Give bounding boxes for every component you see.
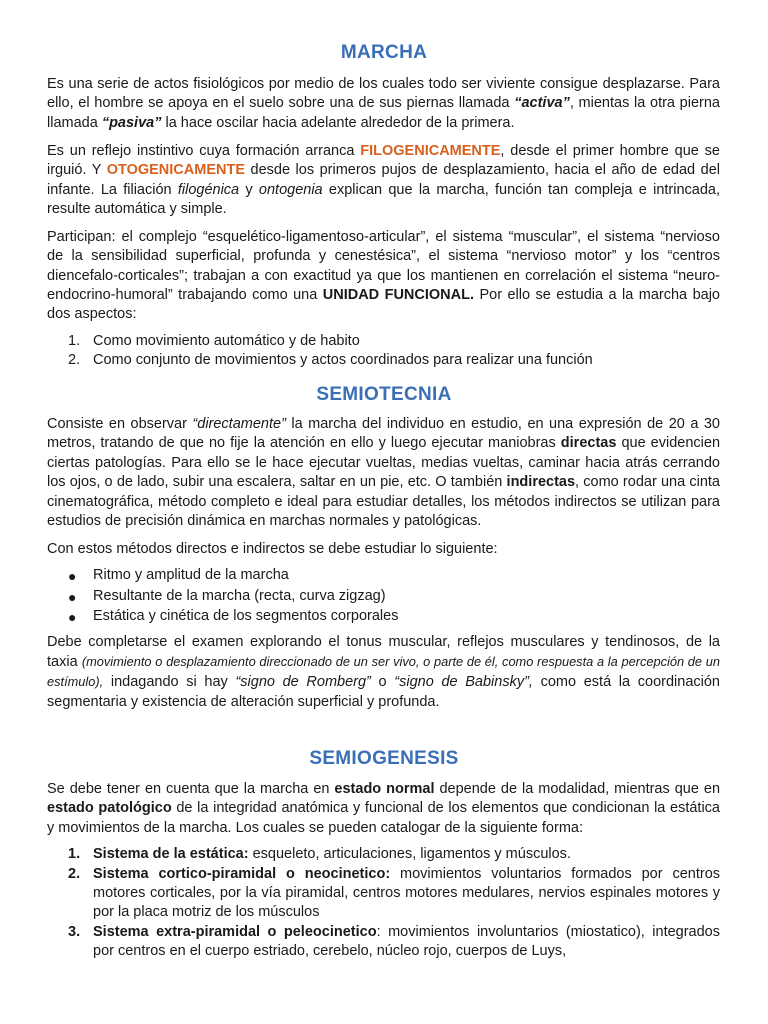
numbered-list — [47, 332, 720, 371]
text: que evidencien ciertas patologías. Para ello se le hace ejecutar vueltas, medias vueltas, caminar hacia atrás cerrando los ojos, o de lado, subir una escalera, saltar en un pie, etc. O también — [47, 435, 721, 491]
text: desde los primeros pujos de desplazamiento, hacia el año de edad del infante. La filiación — [47, 162, 720, 198]
term-ontogenia: ontogenia — [258, 181, 323, 198]
list-marker: 2. — [68, 865, 81, 882]
paragraph — [47, 228, 720, 325]
list-item — [47, 332, 720, 351]
list-text: movimientos voluntarios formados por centros motores corticales, por la vía piramidal, centros motores medulares, nervios espinales motores y por la placa motriz de los músculos — [93, 865, 721, 921]
list-item — [47, 845, 720, 864]
term-otogenicamente: OTOGENICAMENTE — [106, 162, 245, 179]
heading-semiotecnia: SEMIOTECNIA — [316, 384, 452, 405]
list-text: Resultante de la marcha (recta, curva zigzag) — [93, 587, 386, 604]
numbered-list — [47, 845, 720, 961]
list-marker: 2. — [68, 352, 81, 369]
term-babinsky: “signo de Babinsky”, — [394, 674, 533, 691]
text: Participan: el complejo “esquelético-ligamentoso-articular”, el sistema “muscular”, el sistema “nervioso de la sensibilidad superficial, profunda y cenestésica”, el sistema “nervioso motor” y los “centros diencefalo-corticales”; trabajan a con exactitud ya que los mantienen en correlación el sistema “neuro-endocrino-humoral” trabajando como una — [47, 228, 720, 304]
term-directamente: “directamente” — [192, 416, 286, 432]
paragraph — [47, 780, 720, 838]
section-marcha — [47, 75, 720, 371]
text: o — [370, 674, 395, 691]
list-text: esqueleto, articulaciones, ligamentos y músculos. — [248, 846, 571, 863]
text: Debe completarse el examen explorando el tonus muscular, reflejos musculares y tendinosos, de la taxia — [47, 633, 720, 670]
text: explican que la marcha, función tan compleja e intrincada, resulte automática y simple. — [47, 181, 720, 217]
text: , desde el primer hombre que se irguió. Y — [47, 142, 720, 179]
list-item — [47, 923, 720, 962]
list-marker: 3. — [68, 923, 81, 940]
text: depende de la modalidad, mientras que en — [434, 781, 721, 797]
term-activa: “activa” — [514, 95, 570, 112]
list-item — [47, 351, 720, 370]
bullet-icon: ● — [68, 609, 77, 626]
term-pasiva: “pasiva” — [101, 114, 162, 131]
text: , como rodar una cinta cinematográfica, método completo e ideal para estudiar detalles, los métodos indirectos se utilizan para estudios de precisión dinámica en marchas normales y patológicas. — [47, 474, 720, 530]
text: Se debe tener en cuenta que la marcha en — [47, 781, 335, 797]
list-text: Ritmo y amplitud de la marcha — [93, 567, 289, 584]
taxia-definition: (movimiento o desplazamiento direccionado de un ser vivo, o parte de él, como respuesta a la percepción de un estímulo), — [47, 653, 720, 690]
text: , mientas la otra pierna llamada — [47, 95, 720, 131]
text: de la integridad anatómica y funcional de los elementos que condicionan la estática y movimientos de la marcha. Los cuales se pueden catalogar de la siguiente forma: — [47, 800, 720, 836]
heading-marcha: MARCHA — [340, 42, 428, 63]
term-estado-normal: estado normal — [334, 781, 435, 797]
section-semiogenesis — [47, 780, 720, 962]
list-text: Como movimiento automático y de habito — [93, 332, 360, 349]
text: la hace oscilar hacia adelante alrededor de la primera. — [161, 114, 515, 131]
bullet-icon: ● — [68, 588, 77, 605]
text: Es un reflejo instintivo cuya formación arranca — [47, 142, 361, 159]
paragraph — [47, 142, 720, 220]
term-indirectas: indirectas — [506, 474, 576, 491]
list-text: Estática y cinética de los segmentos corporales — [93, 608, 399, 625]
paragraph — [47, 415, 720, 531]
list-text: Como conjunto de movimientos y actos coordinados para realizar una función — [93, 352, 593, 369]
list-label: Sistema cortico-piramidal o neocinetico: — [93, 865, 391, 882]
list-item — [47, 566, 720, 585]
list-marker: 1. — [68, 846, 81, 863]
term-romberg: “signo de Romberg” — [235, 674, 371, 691]
heading-semiogenesis: SEMIOGENESIS — [309, 748, 459, 769]
paragraph — [47, 75, 720, 133]
text: la marcha del individuo en estudio, en una expresión de 20 a 30 metros, tratando de que no fije la atención en ello y luego ejecutar maniobras — [47, 416, 720, 452]
paragraph — [47, 633, 720, 713]
list-label: Sistema de la estática: — [93, 846, 249, 863]
paragraph: Con estos métodos directos e indirectos se debe estudiar lo siguiente: — [47, 540, 498, 557]
term-estado-patologico: estado patológico — [47, 800, 172, 817]
list-item — [47, 587, 720, 606]
list-item — [47, 865, 720, 923]
term-filogenicamente: FILOGENICAMENTE — [360, 142, 501, 159]
list-text: : movimientos involuntarios (miostatico), integrados por centros en el cuerpo estriado, cerebelo, núcleo rojo, cuerpos de Luys, — [93, 923, 720, 960]
term-directas: directas — [560, 435, 617, 452]
text: Por ello se estudia a la marcha bajo dos aspectos: — [47, 287, 720, 323]
text: Consiste en observar — [47, 416, 193, 432]
term-filogenica: filogénica — [177, 181, 240, 198]
text: Es una serie de actos fisiológicos por medio de los cuales todo ser viviente consigue desplazarse. Para ello, el hombre se apoya en el suelo sobre una de sus piernas llamada — [47, 76, 720, 112]
text: indagando si hay — [103, 674, 236, 691]
term-unidad-funcional: UNIDAD FUNCIONAL. — [322, 287, 475, 304]
text: como está la coordinación segmentaria y existencia de alteración superficial y profunda. — [47, 674, 720, 710]
list-marker: 1. — [68, 332, 81, 349]
section-semiotecnia — [47, 415, 720, 712]
list-item — [47, 607, 720, 626]
bullet-icon: ● — [68, 568, 77, 585]
bullet-list — [47, 566, 720, 626]
text: y — [239, 181, 259, 198]
list-label: Sistema extra-piramidal o peleocinetico — [93, 923, 377, 940]
